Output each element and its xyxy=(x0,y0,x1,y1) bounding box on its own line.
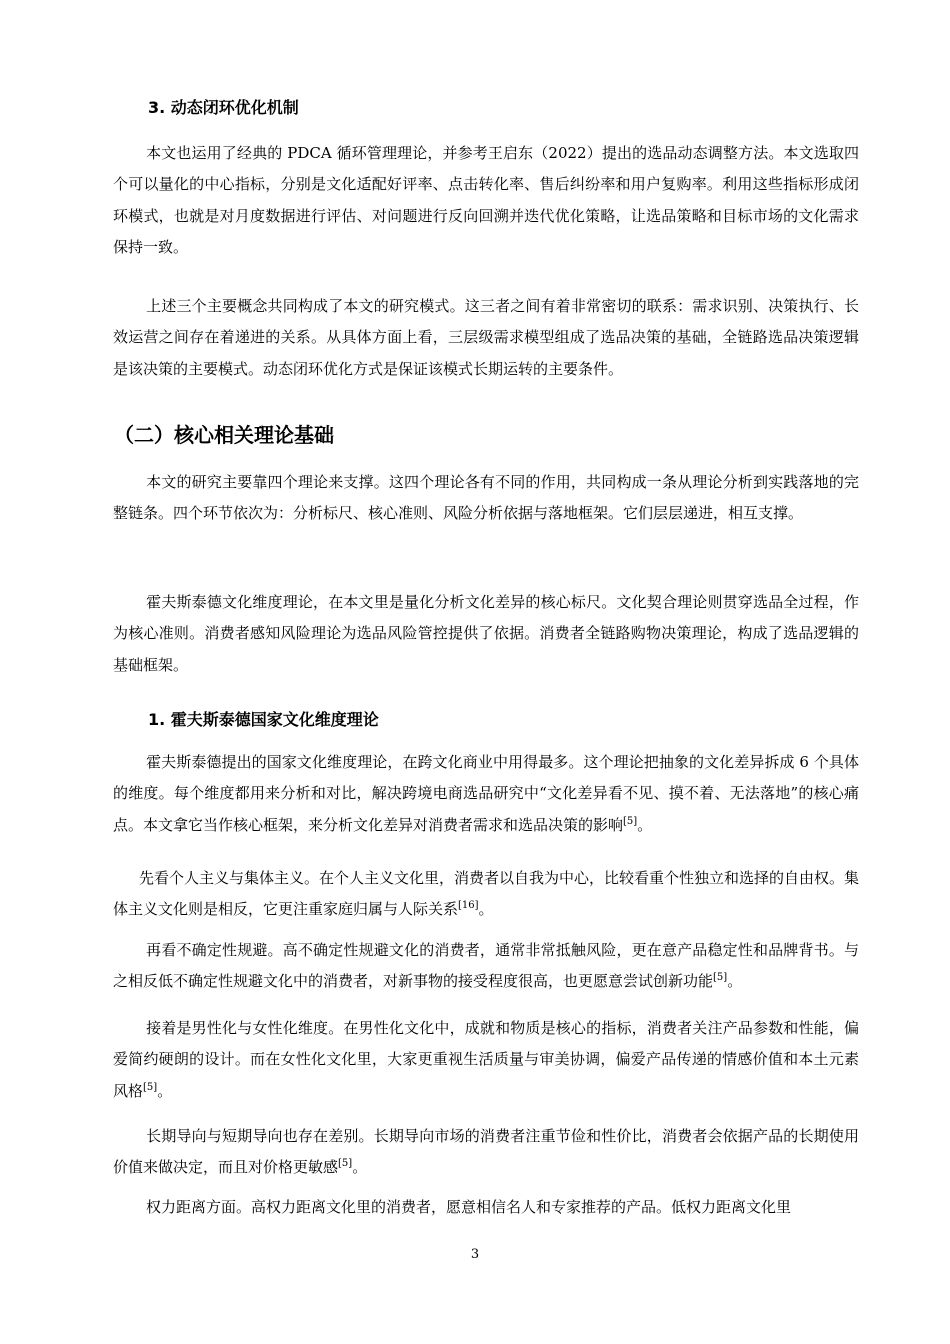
paragraph-text: 。 xyxy=(637,815,653,834)
paragraph-text: 。 xyxy=(157,1081,173,1100)
citation: [5] xyxy=(623,815,638,827)
paragraph-text: 上述三个主要概念共同构成了本文的研究模式。这三者之间有着非常密切的联系：需求识别、决策执行、长效运营之间存在着递进的关系。从具体方面上看，三层级需求模型组成了选品决策的基础，全链路选品决策逻辑是该决策的主要模式。动态闭环优化方式是保证该模式长期运转的主要条件。 xyxy=(113,297,859,378)
paragraph-text: 。 xyxy=(352,1158,368,1177)
paragraph-text: 权力距离方面。高权力距离文化里的消费者，愿意相信名人和专家推荐的产品。低权力距离文化里 xyxy=(146,1198,792,1216)
citation: [5] xyxy=(713,972,728,984)
paragraph-text: 本文的研究主要靠四个理论来支撑。这四个理论各有不同的作用，共同构成一条从理论分析到实践落地的完整链条。四个环节依次为：分析标尺、核心准则、风险分析依据与落地框架。它们层层递进，相互支撑。 xyxy=(113,473,859,523)
citation: [5] xyxy=(143,1081,158,1093)
paragraph-text: 本文也运用了经典的 PDCA 循环管理理论，并参考王启东（2022）提出的选品动态调整方法。本文选取四个可以量化的中心指标，分别是文化适配好评率、点击转化率、售后纠纷率和用户复购率。利用这些指标形成闭环模式，也就是对月度数据进行评估、对问题进行反向回溯并迭代优化策略，让选品策略和目标市场的文化需求保持一致。 xyxy=(113,144,859,256)
section-3-heading: 3. 动态闭环优化机制 xyxy=(148,98,299,117)
citation: [16] xyxy=(458,900,479,912)
paragraph-text: 接着是男性化与女性化维度。在男性化文化中，成就和物质是核心的指标，消费者关注产品参数和性能，偏爱简约硬朗的设计。而在女性化文化里，大家更重视生活质量与审美协调，偏爱产品传递的情感价值和本土元素风格 xyxy=(113,1019,859,1100)
paragraph xyxy=(113,138,859,263)
paragraph xyxy=(113,467,859,530)
section-2-heading: （二）核心相关理论基础 xyxy=(114,423,334,447)
paragraph-text: 。 xyxy=(727,972,743,991)
paragraph-text: 霍夫斯泰德提出的国家文化维度理论，在跨文化商业中用得最多。这个理论把抽象的文化差异拆成 6 个具体的维度。每个维度都用来分析和对比，解决跨境电商选品研究中“文化差异看不见、摸不着、无法落地”的核心痛点。本文拿它当作核心框架，来分析文化差异对消费者需求和选品决策的影响 xyxy=(113,753,859,834)
paragraph-text: 先看个人主义与集体主义。在个人主义文化里，消费者以自我为中心，比较看重个性独立和选择的自由权。集体主义文化则是相反，它更注重家庭归属与人际关系 xyxy=(113,869,860,919)
page-number: 3 xyxy=(470,1247,480,1262)
paragraph-text: 霍夫斯泰德文化维度理论，在本文里是量化分析文化差异的核心标尺。文化契合理论则贯穿选品全过程，作为核心准则。消费者感知风险理论为选品风险管控提供了依据。消费者全链路购物决策理论，构成了选品逻辑的基础框架。 xyxy=(113,593,859,674)
citation: [5] xyxy=(338,1158,353,1170)
paragraph xyxy=(113,747,859,841)
section-1-heading: 1. 霍夫斯泰德国家文化维度理论 xyxy=(148,710,379,729)
paragraph xyxy=(113,1013,859,1107)
paragraph-text: 。 xyxy=(478,900,494,919)
paragraph-text: 再看不确定性规避。高不确定性规避文化的消费者，通常非常抵触风险，更在意产品稳定性和品牌背书。与之相反低不确定性规避文化中的消费者，对新事物的接受程度很高，也更愿意尝试创新功能 xyxy=(113,941,859,991)
paragraph xyxy=(113,1121,859,1184)
paragraph xyxy=(113,935,859,998)
paragraph xyxy=(113,587,859,681)
paragraph xyxy=(113,1192,859,1223)
paragraph-text: 长期导向与短期导向也存在差别。长期导向市场的消费者注重节俭和性价比，消费者会依据产品的长期使用价值来做决定，而且对价格更敏感 xyxy=(113,1127,859,1177)
paragraph xyxy=(113,291,859,385)
paragraph xyxy=(113,863,859,926)
